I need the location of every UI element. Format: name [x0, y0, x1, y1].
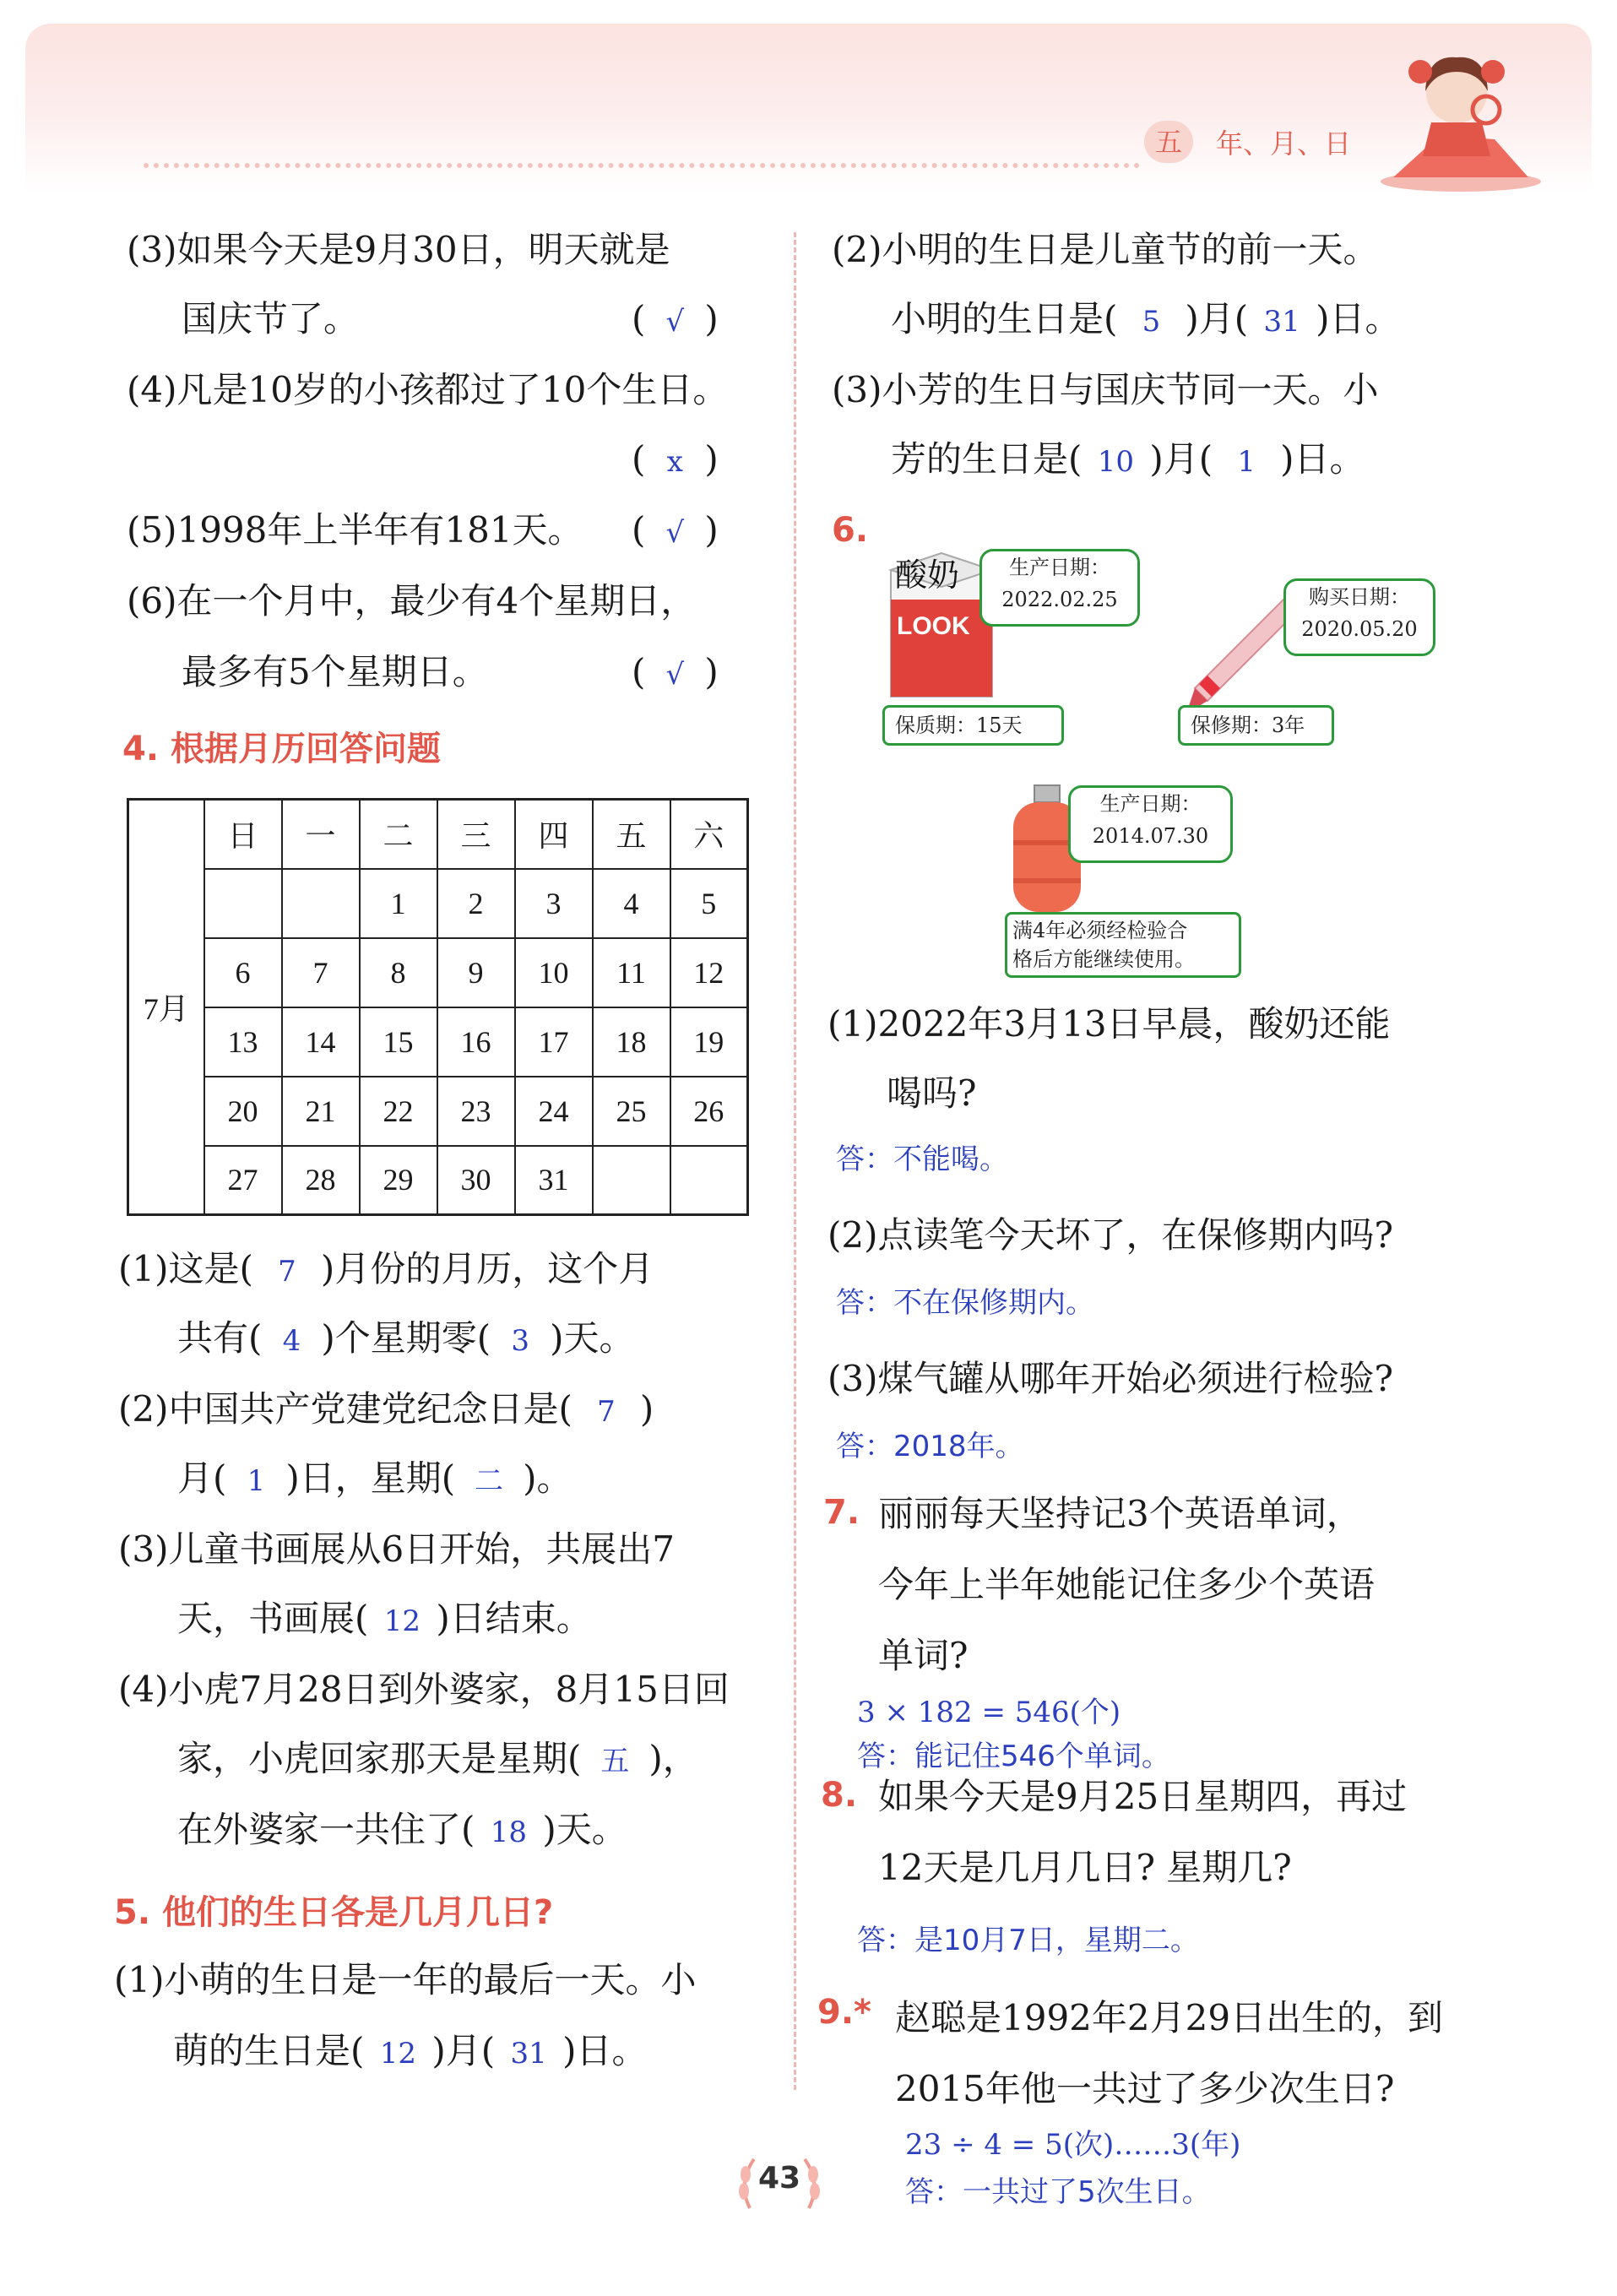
- q5-3-text-c: )月(: [1149, 438, 1213, 480]
- q5-2-text-d: )日。: [1316, 298, 1401, 339]
- header-dotted-line: [144, 163, 1140, 168]
- weekday-header: 六: [670, 800, 748, 869]
- yogurt-brand: LOOK: [897, 612, 970, 640]
- calendar-day: 5: [670, 869, 748, 938]
- calendar-day: 11: [593, 938, 670, 1007]
- pen-bubble-line2: 2020.05.20: [1301, 617, 1418, 641]
- q4-1-line1: [118, 1246, 654, 1295]
- calendar-day: 19: [670, 1007, 748, 1077]
- q4-1-text-a: (1)这是(: [118, 1248, 253, 1289]
- q4-2-text-d: )日，星期(: [285, 1457, 456, 1499]
- calendar-day: 17: [515, 1007, 593, 1077]
- calendar-week-row: [128, 938, 748, 1007]
- q7-line2: 今年上半年她能记住多少个英语: [878, 1564, 1376, 1605]
- q3-4-line1: (4)凡是10岁的小孩都过了10个生日。: [127, 369, 729, 410]
- pen-bubble-line1: 购买日期：: [1309, 585, 1410, 609]
- yogurt-bubble-line2: 2022.02.25: [1001, 588, 1118, 611]
- calendar-day: 31: [515, 1146, 593, 1215]
- q4-3-text-b: 天，书画展(: [177, 1598, 369, 1639]
- q3-3-answer-box: ( √ ): [632, 296, 719, 345]
- q5-1-line1: (1)小萌的生日是一年的最后一天。小: [114, 1959, 697, 2000]
- yogurt-label: 酸奶: [895, 556, 960, 594]
- q3-4-answer-box: ( x ): [632, 436, 719, 486]
- calendar-day: 2: [437, 869, 515, 938]
- section-6-number: 6.: [832, 511, 869, 550]
- q4-2-answer-3: 二: [475, 1464, 504, 1498]
- calendar-day: 22: [360, 1077, 437, 1146]
- calendar-day: 15: [360, 1007, 437, 1077]
- q4-1-line2: [177, 1315, 635, 1365]
- calendar-day: 30: [437, 1146, 515, 1215]
- girl-reading-illustration: [1359, 34, 1554, 194]
- q4-1-text-d: )个星期零(: [321, 1317, 491, 1359]
- q4-2-answer-1: 7: [597, 1395, 616, 1429]
- q5-3-text-d: )日。: [1280, 438, 1365, 480]
- q4-4-line2: [177, 1735, 698, 1785]
- q4-3-text-c: )日结束。: [436, 1598, 592, 1639]
- yogurt-shelf-life-box: 保质期：15天: [882, 705, 1064, 746]
- q5-2-text-b: 小明的生日是(: [891, 298, 1118, 339]
- q3-5-line1: (5)1998年上半年有181天。: [127, 509, 583, 551]
- q4-2-text-b: ): [639, 1388, 654, 1430]
- q3-6-answer-box: ( √ ): [632, 649, 719, 698]
- q4-2-line1: [118, 1386, 654, 1436]
- q5-3-answer-1: 10: [1097, 445, 1135, 479]
- q5-1-text-b: 萌的生日是(: [173, 2030, 365, 2071]
- calendar-day: 26: [670, 1077, 748, 1146]
- q8-line2: 12天是几月几日? 星期几?: [878, 1847, 1292, 1888]
- q5-3-answer-2: 1: [1237, 445, 1256, 479]
- q7-calculation: 3 × 182 = 546(个): [857, 1696, 1121, 1729]
- section-4-title: 4. 根据月历回答问题: [122, 730, 441, 768]
- q4-4-text-e: )天。: [542, 1809, 627, 1850]
- q4-1-text-c: 共有(: [177, 1317, 263, 1359]
- weekday-header: 日: [204, 800, 282, 869]
- calendar-day: 29: [360, 1146, 437, 1215]
- weekday-header: 二: [360, 800, 437, 869]
- q4-3-line1: (3)儿童书画展从6日开始，共展出7: [118, 1528, 675, 1570]
- pen-purchase-bubble: [1283, 578, 1435, 656]
- calendar-day: 20: [204, 1077, 282, 1146]
- q4-1-text-e: )天。: [550, 1317, 635, 1359]
- calendar-day: 18: [593, 1007, 670, 1077]
- q3-6-line1: (6)在一个月中，最少有4个星期日，: [127, 580, 697, 621]
- weekday-header: 四: [515, 800, 593, 869]
- q4-2-answer-2: 1: [247, 1464, 266, 1498]
- gas-box-line1: 满4年必须经检验合: [1012, 919, 1188, 942]
- q5-2-answer-2: 31: [1263, 305, 1300, 339]
- calendar-week-row: [128, 1146, 748, 1215]
- q3-3-line2: 国庆节了。: [182, 298, 360, 339]
- q5-1-text-d: )日。: [562, 2030, 648, 2071]
- gas-box-line2: 格后方能继续使用。: [1012, 947, 1195, 971]
- q7-number: 7.: [823, 1493, 860, 1532]
- calendar-day: 4: [593, 869, 670, 938]
- chapter-title: 年、月、日: [1216, 128, 1352, 160]
- page-number: 43: [757, 2161, 801, 2196]
- q8-number: 8.: [821, 1776, 858, 1815]
- q3-4-answer: x: [666, 445, 683, 479]
- q5-3-text-b: 芳的生日是(: [891, 438, 1083, 480]
- calendar-day: [593, 1146, 670, 1215]
- q5-3-line2: [891, 436, 1365, 486]
- q6-1-answer: 答：不能喝。: [836, 1143, 1008, 1176]
- weekday-header: 三: [437, 800, 515, 869]
- q3-3-line1: (3)如果今天是9月30日，明天就是: [127, 229, 670, 270]
- q6-1-line2: 喝吗?: [887, 1072, 977, 1114]
- q8-answer: 答：是10月7日，星期二。: [857, 1924, 1199, 1957]
- q9-calculation: 23 ÷ 4 = 5(次)……3(年): [905, 2128, 1241, 2162]
- calendar-day: 28: [282, 1146, 360, 1215]
- calendar-week-row: [128, 1007, 748, 1077]
- q9-number: 9.*: [817, 1993, 871, 2032]
- calendar-day: 9: [437, 938, 515, 1007]
- calendar-day: 21: [282, 1077, 360, 1146]
- calendar-day: 10: [515, 938, 593, 1007]
- q5-2-text-c: )月(: [1185, 298, 1249, 339]
- q5-1-text-c: )月(: [431, 2030, 496, 2071]
- q9-answer: 答：一共过了5次生日。: [905, 2175, 1211, 2209]
- section-5-title: 5. 他们的生日各是几月几日?: [114, 1893, 554, 1932]
- q4-4-answer-1: 五: [600, 1745, 630, 1778]
- calendar-week-row: [128, 869, 748, 938]
- q8-line1: 如果今天是9月25日星期四，再过: [878, 1776, 1408, 1817]
- q6-2-line1: (2)点读笔今天坏了，在保修期内吗?: [827, 1214, 1394, 1256]
- gas-inspection-box: [1005, 912, 1241, 978]
- weekday-header: 五: [593, 800, 670, 869]
- q4-4-text-c: )，: [648, 1738, 698, 1779]
- page-header: [25, 24, 1592, 193]
- q4-4-line1: (4)小虎7月28日到外婆家，8月15日回: [118, 1669, 730, 1710]
- q9-line1: 赵聪是1992年2月29日出生的，到: [895, 1997, 1444, 2038]
- q5-1-line2: [173, 2027, 648, 2077]
- q7-answer: 答：能记住546个单词。: [857, 1740, 1170, 1773]
- calendar-day: 27: [204, 1146, 282, 1215]
- q6-3-line1: (3)煤气罐从哪年开始必须进行检验?: [827, 1358, 1394, 1399]
- q6-1-line1: (1)2022年3月13日早晨，酸奶还能: [827, 1003, 1391, 1045]
- q3-3-answer: √: [665, 305, 685, 339]
- q7-line3: 单词?: [878, 1635, 969, 1676]
- calendar-week-row: [128, 1077, 748, 1146]
- gas-production-bubble: [1068, 785, 1233, 863]
- q4-2-line2: [177, 1455, 572, 1505]
- q4-2-text-e: )。: [523, 1457, 572, 1499]
- calendar-day: 23: [437, 1077, 515, 1146]
- q5-1-answer-2: 31: [510, 2037, 547, 2071]
- q6-3-answer: 答：2018年。: [836, 1430, 1024, 1463]
- q5-2-answer-1: 5: [1142, 305, 1161, 339]
- calendar-day: 8: [360, 938, 437, 1007]
- calendar-month-label: 7月: [128, 800, 204, 1215]
- q7-line1: 丽丽每天坚持记3个英语单词，: [878, 1493, 1362, 1534]
- pen-warranty-box: 保修期：3年: [1178, 705, 1334, 746]
- q9-line2: 2015年他一共过了多少次生日?: [895, 2068, 1395, 2109]
- weekday-header: 一: [282, 800, 360, 869]
- calendar-day: 1: [360, 869, 437, 938]
- column-divider: [794, 232, 796, 2090]
- q4-4-text-d: 在外婆家一共住了(: [177, 1809, 475, 1850]
- q5-3-line1: (3)小芳的生日与国庆节同一天。小: [832, 369, 1379, 410]
- calendar-day: 13: [204, 1007, 282, 1077]
- q3-5-answer: √: [665, 516, 685, 550]
- calendar-day: 25: [593, 1077, 670, 1146]
- q4-4-line3: [177, 1806, 627, 1856]
- q4-1-answer-3: 3: [511, 1324, 529, 1358]
- q4-2-text-c: 月(: [177, 1457, 227, 1499]
- q5-2-line1: (2)小明的生日是儿童节的前一天。: [832, 229, 1379, 270]
- q4-4-text-b: 家，小虎回家那天是星期(: [177, 1738, 582, 1779]
- page-number-badge: [733, 2149, 826, 2217]
- calendar-day: [670, 1146, 748, 1215]
- calendar-day: 16: [437, 1007, 515, 1077]
- q4-1-text-b: )月份的月历，这个月: [320, 1248, 654, 1289]
- q4-1-answer-1: 7: [278, 1255, 296, 1289]
- q3-6-answer: √: [665, 658, 685, 692]
- yogurt-bubble-line1: 生产日期：: [1009, 556, 1110, 579]
- calendar-day: 14: [282, 1007, 360, 1077]
- yogurt-production-bubble: [979, 549, 1140, 627]
- calendar-day: [282, 869, 360, 938]
- calendar-day: 6: [204, 938, 282, 1007]
- q3-6-line2: 最多有5个星期日。: [182, 651, 488, 692]
- calendar-day: 12: [670, 938, 748, 1007]
- q5-1-answer-1: 12: [379, 2037, 417, 2071]
- q6-2-answer: 答：不在保修期内。: [836, 1286, 1094, 1320]
- gas-bubble-line1: 生产日期：: [1099, 792, 1202, 816]
- q5-2-line2: [891, 296, 1401, 345]
- chapter-number-badge: 五: [1144, 121, 1193, 163]
- q4-1-answer-2: 4: [282, 1324, 301, 1358]
- q3-5-answer-box: ( √ ): [632, 507, 719, 556]
- q4-4-answer-2: 18: [490, 1816, 528, 1849]
- calendar-day: 24: [515, 1077, 593, 1146]
- q4-2-text-a: (2)中国共产党建党纪念日是(: [118, 1388, 572, 1430]
- calendar-day: [204, 869, 282, 938]
- calendar-day: 3: [515, 869, 593, 938]
- q4-3-line2: [177, 1595, 592, 1645]
- gas-bubble-line2: 2014.07.30: [1092, 824, 1209, 848]
- q4-3-answer: 12: [383, 1604, 421, 1638]
- july-calendar: [127, 798, 749, 1216]
- calendar-day: 7: [282, 938, 360, 1007]
